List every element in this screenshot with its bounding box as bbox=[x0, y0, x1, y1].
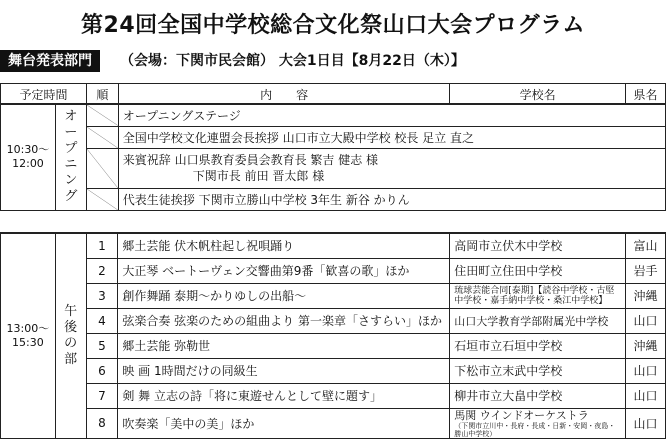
row-number: 3 bbox=[86, 283, 118, 308]
table-row bbox=[1, 283, 666, 308]
performance-content: 創作舞踊 泰期～かりゆしの出船～ bbox=[118, 283, 450, 308]
label-char: 部 bbox=[64, 351, 78, 367]
opening-table bbox=[0, 103, 666, 211]
opening-content: 全国中学校文化連盟会長挨拶 山口市立大殿中学校 校長 足立 直之 bbox=[118, 126, 665, 148]
opening-content: 代表生徒挨拶 下関市立勝山中学校 3年生 新谷 かりん bbox=[118, 188, 665, 210]
prefecture: 山口 bbox=[626, 308, 666, 333]
school-name: 山口大学教育学部附属光中学校 bbox=[450, 308, 626, 333]
label-char: グ bbox=[64, 189, 78, 205]
school-name: 琉球芸能合同[泰期]【読谷中学校・古堅中学校・嘉手納中学校・桑江中学校】 bbox=[450, 283, 626, 308]
time-end: 12:00 bbox=[12, 157, 44, 171]
time-start: 10:30～ bbox=[6, 143, 50, 157]
afternoon-time bbox=[1, 233, 56, 438]
header-row bbox=[1, 84, 666, 105]
row-number: 6 bbox=[86, 358, 118, 383]
row-number: 5 bbox=[86, 333, 118, 358]
prefecture: 山口 bbox=[626, 408, 666, 438]
venue-line: （会場：下関市民会館） 大会1日目【8月22日（木）】 bbox=[120, 53, 465, 69]
row-number: 8 bbox=[86, 408, 118, 438]
row-number: 1 bbox=[86, 233, 118, 258]
school-name: 柳井市立大畠中学校 bbox=[450, 383, 626, 408]
table-row bbox=[1, 148, 666, 188]
performance-content: 大正琴 ベートーヴェン交響曲第9番「歓喜の歌」ほか bbox=[118, 258, 450, 283]
page-title: 第24回全国中学校総合文化祭山口大会プログラム bbox=[81, 13, 585, 38]
prefecture: 沖縄 bbox=[626, 283, 666, 308]
label-char: 後 bbox=[64, 319, 78, 335]
time-start: 13:00～ bbox=[6, 321, 50, 335]
header-pref: 県名 bbox=[625, 84, 665, 105]
label-char: ー bbox=[64, 125, 78, 141]
school-name: 高岡市立伏木中学校 bbox=[450, 233, 626, 258]
section-label: 舞台発表部門 bbox=[0, 50, 100, 72]
school-name: 住田町立住田中学校 bbox=[450, 258, 626, 283]
school-name: 下松市立末武中学校 bbox=[450, 358, 626, 383]
performance-content: 郷土芸能 伏木帆柱起し祝唄踊り bbox=[118, 233, 450, 258]
order-blank bbox=[86, 126, 118, 148]
table-row bbox=[1, 126, 666, 148]
label-char: プ bbox=[64, 141, 78, 157]
school-name-main: 馬関 ウインドオーケストラ bbox=[454, 408, 589, 422]
opening-label bbox=[55, 104, 86, 210]
header-order: 順 bbox=[86, 84, 118, 105]
content-line: 来賓祝辞 山口県教育委員会教育長 繁吉 健志 様 bbox=[122, 153, 379, 167]
table-row bbox=[1, 104, 666, 126]
school-note: （下関市立川中・長府・長成・日新・安岡・夜島・勝山中学校） bbox=[454, 421, 616, 438]
content-line: 下関市長 前田 晋太郎 様 bbox=[192, 169, 325, 183]
order-blank bbox=[86, 104, 118, 126]
table-row bbox=[1, 333, 666, 358]
order-blank bbox=[86, 188, 118, 210]
opening-content: オープニングステージ bbox=[118, 104, 665, 126]
table-row bbox=[1, 358, 666, 383]
opening-content bbox=[118, 148, 665, 188]
label-char: オ bbox=[64, 109, 78, 125]
row-number: 4 bbox=[86, 308, 118, 333]
school-name: 石垣市立石垣中学校 bbox=[450, 333, 626, 358]
label-char: の bbox=[64, 335, 78, 351]
table-row bbox=[1, 188, 666, 210]
prefecture: 沖縄 bbox=[626, 333, 666, 358]
performance-content: 弦楽合奏 弦楽のための組曲より 第一楽章「さすらい」ほか bbox=[118, 308, 450, 333]
afternoon-table bbox=[0, 232, 666, 439]
opening-time bbox=[1, 104, 56, 210]
prefecture: 山口 bbox=[626, 358, 666, 383]
label-char: ニ bbox=[64, 157, 78, 173]
header-content: 内 容 bbox=[118, 84, 449, 105]
header-time: 予定時間 bbox=[1, 84, 87, 105]
performance-content: 郷土芸能 弥勒世 bbox=[118, 333, 450, 358]
label-char: ン bbox=[64, 173, 78, 189]
performance-content: 吹奏楽「美中の美」ほか bbox=[118, 408, 450, 438]
performance-content: 剣 舞 立志の詩「将に東遊せんとして壁に題す」 bbox=[118, 383, 450, 408]
prefecture: 富山 bbox=[626, 233, 666, 258]
header-table bbox=[0, 83, 666, 105]
table-row bbox=[1, 383, 666, 408]
header-school: 学校名 bbox=[450, 84, 626, 105]
table-row bbox=[1, 258, 666, 283]
label-char: 午 bbox=[64, 303, 78, 319]
time-end: 15:30 bbox=[12, 335, 44, 349]
table-row bbox=[1, 233, 666, 258]
row-number: 2 bbox=[86, 258, 118, 283]
order-blank bbox=[86, 148, 118, 188]
performance-content: 映 画 1時間だけの同級生 bbox=[118, 358, 450, 383]
table-row bbox=[1, 308, 666, 333]
prefecture: 岩手 bbox=[626, 258, 666, 283]
school-name bbox=[450, 408, 626, 438]
row-number: 7 bbox=[86, 383, 118, 408]
table-row bbox=[1, 408, 666, 438]
afternoon-label bbox=[55, 233, 86, 438]
prefecture: 山口 bbox=[626, 383, 666, 408]
